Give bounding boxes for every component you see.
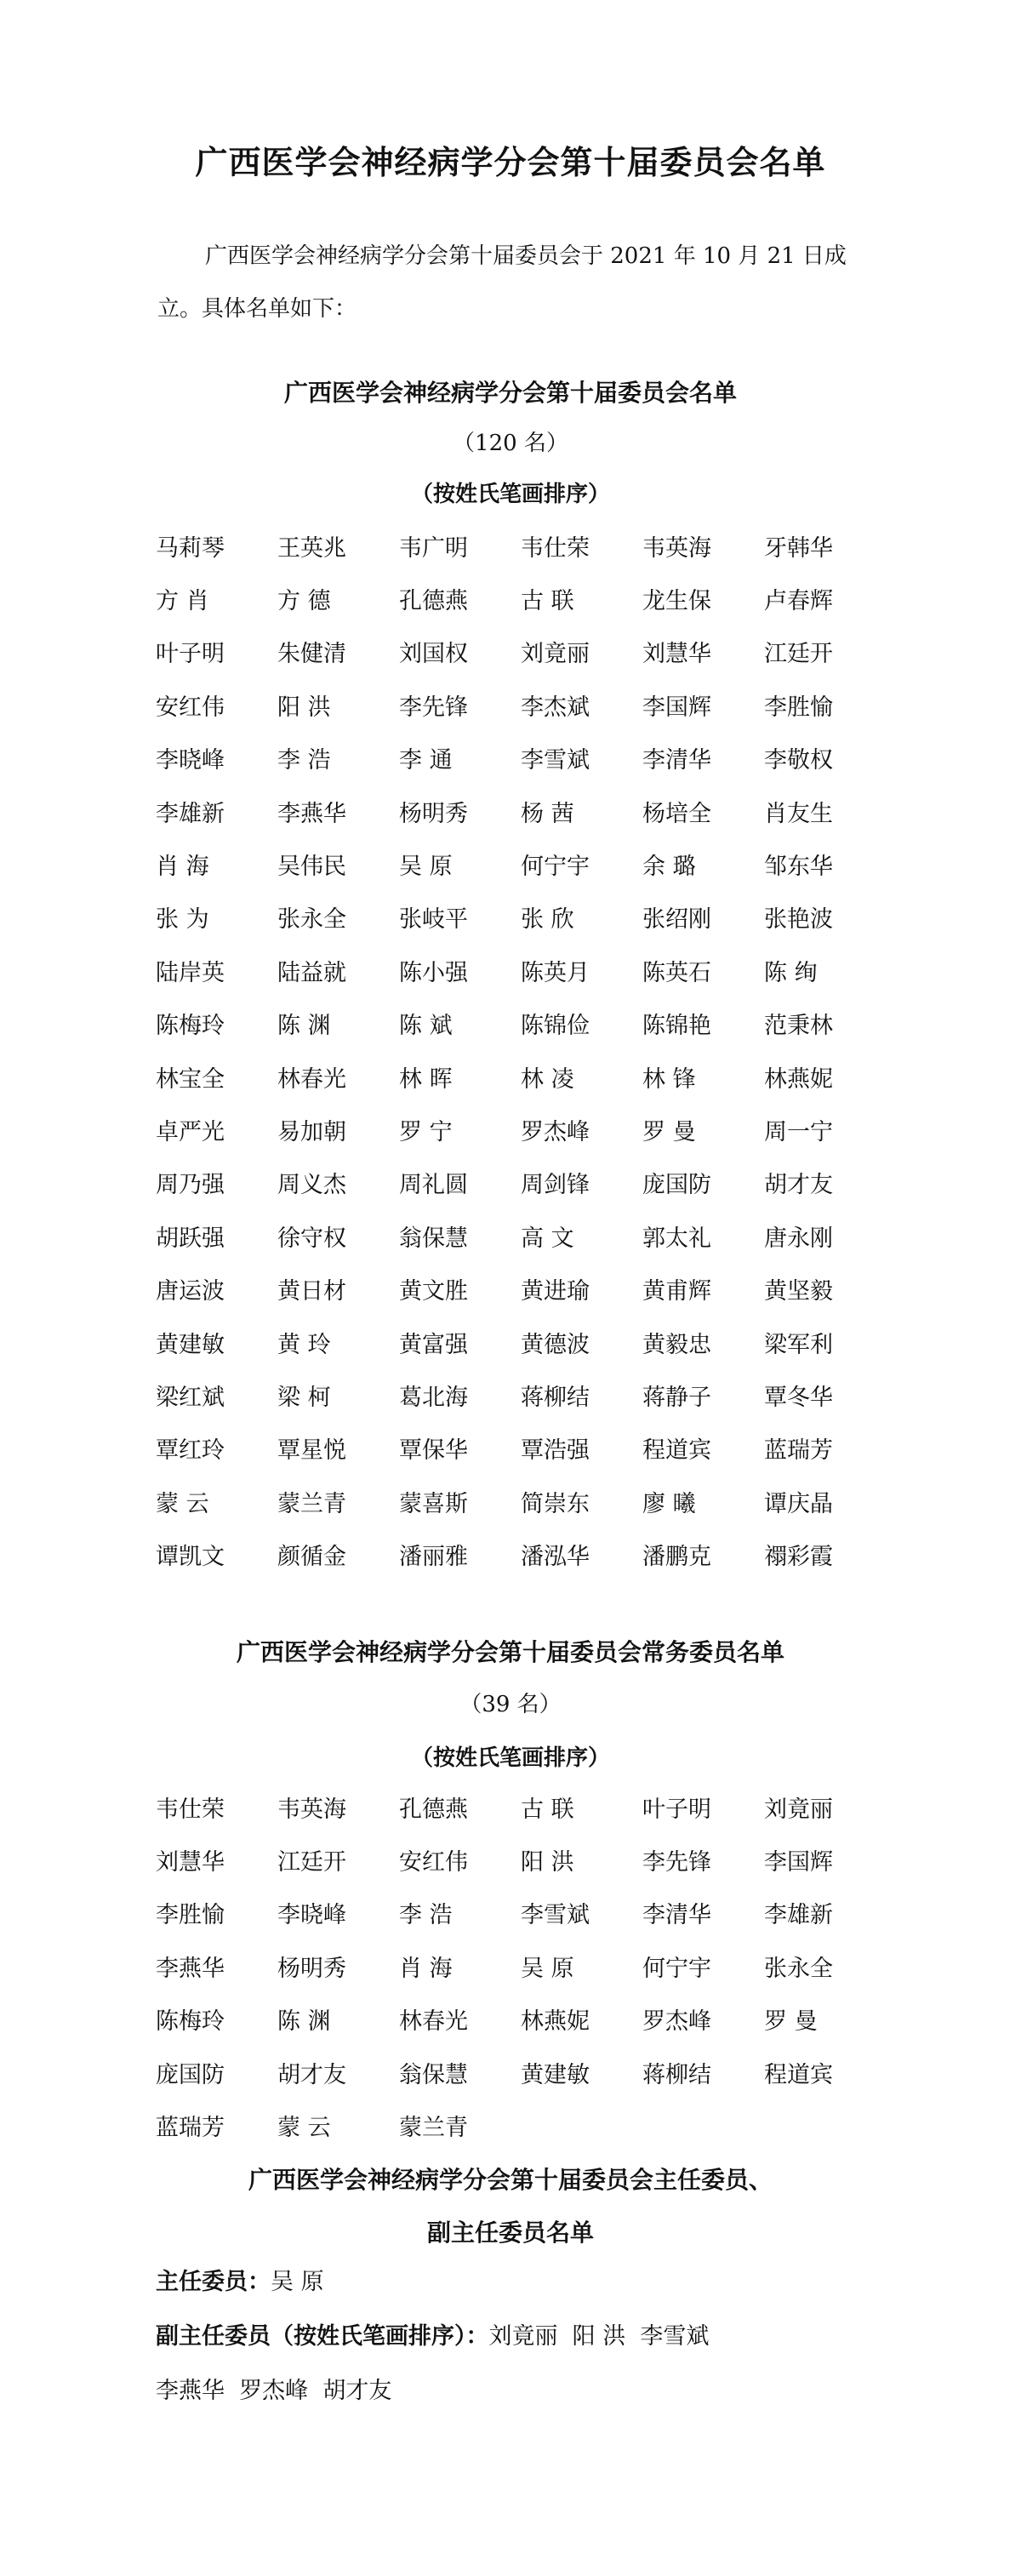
- member-name: 翁保慧: [399, 1225, 468, 1252]
- member-name: 韦仕荣: [521, 534, 590, 562]
- member-name: 黄毅忠: [642, 1331, 711, 1358]
- member-name: 韦英海: [277, 1796, 346, 1823]
- member-name: 杨明秀: [277, 1955, 346, 1982]
- document-title: 广西医学会神经病学分会第十届委员会名单: [195, 144, 826, 181]
- member-name: 何宁宇: [642, 1955, 711, 1982]
- member-name: 古 联: [521, 1796, 574, 1823]
- member-name: 牙韩华: [764, 534, 833, 562]
- member-name: 覃冬华: [764, 1384, 833, 1411]
- member-name: 龙生保: [642, 588, 711, 615]
- vice-chair-label: 副主任委员（按姓氏笔画排序）：: [156, 2323, 489, 2350]
- member-name: 罗杰峰: [642, 2008, 711, 2036]
- member-name: 邹东华: [764, 854, 833, 881]
- vice-chair-row-continued: [156, 2364, 904, 2419]
- member-name: 李 浩: [399, 1902, 453, 1929]
- member-name: 卢春辉: [764, 588, 833, 615]
- member-name: 韦广明: [399, 534, 468, 562]
- member-name: 李国辉: [764, 1849, 833, 1876]
- member-name: 吴 原: [399, 854, 453, 881]
- member-name: 林宝全: [156, 1065, 225, 1093]
- member-name: 李先锋: [642, 1849, 711, 1876]
- member-name: 方 德: [277, 588, 331, 615]
- member-name: 廖 曦: [642, 1490, 696, 1517]
- standing-committee-sort-note: （按姓氏笔画排序）: [410, 1745, 610, 1771]
- member-name: 陈梅玲: [156, 2008, 225, 2036]
- member-name: 王英兆: [277, 534, 346, 562]
- member-name: 陈英石: [642, 959, 711, 986]
- member-name: 梁军利: [764, 1331, 833, 1358]
- member-name: 林 凌: [521, 1065, 574, 1093]
- member-name: 李雄新: [764, 1902, 833, 1929]
- member-name: 刘国权: [399, 641, 468, 668]
- member-name: 张绍刚: [642, 906, 711, 934]
- member-name: 张永全: [277, 906, 346, 934]
- member-name: 唐永刚: [764, 1225, 833, 1252]
- member-name: 蒙兰青: [277, 1490, 346, 1517]
- leaders-title-line1: 广西医学会神经病学分会第十届委员会主任委员、: [248, 2166, 773, 2194]
- member-name: 陈英月: [521, 959, 590, 986]
- member-name: 安红伟: [399, 1849, 468, 1876]
- member-name: 李晓峰: [277, 1902, 346, 1929]
- member-name: 颜循金: [277, 1544, 346, 1571]
- member-name: 谭凯文: [156, 1544, 225, 1571]
- member-name: 李杰斌: [521, 694, 590, 721]
- member-name: 林春光: [399, 2008, 468, 2036]
- member-name: 覃星悦: [277, 1437, 346, 1465]
- member-name: 黄德波: [521, 1331, 590, 1358]
- standing-committee-title: 广西医学会神经病学分会第十届委员会常务委员名单: [236, 1638, 784, 1666]
- member-name: 李燕华: [156, 1955, 225, 1982]
- member-name: 周一宁: [764, 1118, 833, 1145]
- member-name: 韦英海: [642, 534, 711, 562]
- member-name: 李清华: [642, 747, 711, 774]
- member-name: 刘竟丽: [521, 641, 590, 668]
- member-name: 蓝瑞芳: [156, 2115, 225, 2142]
- member-name: 黄建敏: [156, 1331, 225, 1358]
- member-name: 陈 绚: [764, 959, 818, 986]
- member-name: 陈 渊: [277, 2008, 331, 2036]
- member-name: 孔德燕: [399, 1796, 468, 1823]
- member-name: 胡才友: [764, 1172, 833, 1199]
- member-name: 陈小强: [399, 959, 468, 986]
- member-name: 黄富强: [399, 1331, 468, 1358]
- member-name: 陈 渊: [277, 1013, 331, 1040]
- member-name: 陈梅玲: [156, 1013, 225, 1040]
- member-name: 罗 宁: [399, 1118, 453, 1145]
- member-name: 李胜愉: [156, 1902, 225, 1929]
- member-name: 杨培全: [642, 800, 711, 827]
- member-name: 李雪斌: [521, 1902, 590, 1929]
- member-name: 蒙 云: [156, 1490, 209, 1517]
- committee-member-list: [156, 519, 904, 1581]
- committee-title: 广西医学会神经病学分会第十届委员会名单: [283, 379, 737, 407]
- member-name: 胡跃强: [156, 1225, 225, 1252]
- intro-paragraph: 广西医学会神经病学分会第十届委员会于 2021 年 10 月 21 日成立。具体名单如下：: [157, 243, 847, 322]
- member-name: 蒙兰青: [399, 2115, 468, 2142]
- member-name: 刘竟丽: [764, 1796, 833, 1823]
- vice-chair-names-line2: 李燕华 罗杰峰 胡才友: [156, 2378, 392, 2404]
- member-name: 黄 玲: [277, 1331, 331, 1358]
- member-name: 何宁宇: [521, 854, 590, 881]
- member-name: 李 浩: [277, 747, 331, 774]
- member-name: 周剑锋: [521, 1172, 590, 1199]
- member-name: 范秉林: [764, 1013, 833, 1040]
- member-name: 高 文: [521, 1225, 574, 1252]
- committee-count: （120 名）: [453, 431, 568, 456]
- member-name: 唐运波: [156, 1278, 225, 1305]
- member-name: 蒙喜斯: [399, 1490, 468, 1517]
- member-name: 杨明秀: [399, 800, 468, 827]
- member-name: 吴伟民: [277, 854, 346, 881]
- member-name: 罗 曼: [642, 1118, 696, 1145]
- member-name: 蒋静子: [642, 1384, 711, 1411]
- member-name: 李清华: [642, 1902, 711, 1929]
- member-name: 肖 海: [156, 854, 209, 881]
- member-name: 韦仕荣: [156, 1796, 225, 1823]
- member-name: 张 欣: [521, 906, 574, 934]
- member-name: 覃浩强: [521, 1437, 590, 1465]
- member-name: 庞国防: [156, 2061, 225, 2088]
- vice-chair-row: [156, 2310, 904, 2364]
- member-name: 李 通: [399, 747, 453, 774]
- member-name: 黄坚毅: [764, 1278, 833, 1305]
- member-name: 阳 洪: [521, 1849, 574, 1876]
- member-name: 梁红斌: [156, 1384, 225, 1411]
- member-name: 郭太礼: [642, 1225, 711, 1252]
- member-name: 林 锋: [642, 1065, 696, 1093]
- member-name: 禤彩霞: [764, 1544, 833, 1571]
- member-name: 孔德燕: [399, 588, 468, 615]
- member-name: 江廷开: [764, 641, 833, 668]
- member-name: 黄文胜: [399, 1278, 468, 1305]
- member-name: 周义杰: [277, 1172, 346, 1199]
- member-name: 蒋柳结: [642, 2061, 711, 2088]
- standing-member-list: [156, 1780, 904, 2152]
- member-name: 李先锋: [399, 694, 468, 721]
- member-name: 覃保华: [399, 1437, 468, 1465]
- member-name: 吴 原: [521, 1955, 574, 1982]
- member-name: 徐守权: [277, 1225, 346, 1252]
- member-name: 葛北海: [399, 1384, 468, 1411]
- member-name: 方 肖: [156, 588, 209, 615]
- member-name: 刘慧华: [156, 1849, 225, 1876]
- member-name: 李雪斌: [521, 747, 590, 774]
- member-name: 肖友生: [764, 800, 833, 827]
- chair-label: 主任委员：: [156, 2269, 271, 2295]
- member-name: 李敬权: [764, 747, 833, 774]
- vice-chair-names-line1: 刘竟丽 阳 洪 李雪斌: [488, 2323, 710, 2350]
- member-name: 蒋柳结: [521, 1384, 590, 1411]
- member-name: 翁保慧: [399, 2061, 468, 2088]
- chair-name: 吴 原: [271, 2269, 324, 2295]
- member-name: 黄甫辉: [642, 1278, 711, 1305]
- member-name: 潘鹏克: [642, 1544, 711, 1571]
- member-name: 黄建敏: [521, 2061, 590, 2088]
- member-name: 黄进瑜: [521, 1278, 590, 1305]
- member-name: 李国辉: [642, 694, 711, 721]
- member-name: 蒙 云: [277, 2115, 331, 2142]
- standing-committee-count: （39 名）: [459, 1692, 562, 1717]
- member-name: 易加朝: [277, 1118, 346, 1145]
- member-name: 杨 茜: [521, 800, 574, 827]
- member-name: 周乃强: [156, 1172, 225, 1199]
- member-name: 陈 斌: [399, 1013, 453, 1040]
- member-name: 周礼圆: [399, 1172, 468, 1199]
- member-name: 林燕妮: [521, 2008, 590, 2036]
- member-name: 黄日材: [277, 1278, 346, 1305]
- member-name: 程道宾: [764, 2061, 833, 2088]
- committee-sort-note: （按姓氏笔画排序）: [410, 482, 610, 507]
- member-name: 李雄新: [156, 800, 225, 827]
- member-name: 覃红玲: [156, 1437, 225, 1465]
- member-name: 张永全: [764, 1955, 833, 1982]
- member-name: 朱健清: [277, 641, 346, 668]
- member-name: 谭庆晶: [764, 1490, 833, 1517]
- member-name: 安红伟: [156, 694, 225, 721]
- member-name: 古 联: [521, 588, 574, 615]
- member-name: 叶子明: [156, 641, 225, 668]
- member-name: 庞国防: [642, 1172, 711, 1199]
- chair-row: [156, 2255, 904, 2310]
- member-name: 余 璐: [642, 854, 696, 881]
- member-name: 陆益就: [277, 959, 346, 986]
- member-name: 林燕妮: [764, 1065, 833, 1093]
- member-name: 罗 曼: [764, 2008, 818, 2036]
- member-name: 陈锦艳: [642, 1013, 711, 1040]
- member-name: 卓严光: [156, 1118, 225, 1145]
- member-name: 胡才友: [277, 2061, 346, 2088]
- member-name: 陈锦俭: [521, 1013, 590, 1040]
- member-name: 程道宾: [642, 1437, 711, 1465]
- member-name: 张 为: [156, 906, 209, 934]
- member-name: 叶子明: [642, 1796, 711, 1823]
- member-name: 张艳波: [764, 906, 833, 934]
- member-name: 张岐平: [399, 906, 468, 934]
- member-name: 陆岸英: [156, 959, 225, 986]
- leaders-title-line2: 副主任委员名单: [426, 2219, 594, 2247]
- member-name: 林 晖: [399, 1065, 453, 1093]
- member-name: 阳 洪: [277, 694, 331, 721]
- member-name: 罗杰峰: [521, 1118, 590, 1145]
- member-name: 李燕华: [277, 800, 346, 827]
- member-name: 肖 海: [399, 1955, 453, 1982]
- member-name: 李胜愉: [764, 694, 833, 721]
- member-name: 马莉琴: [156, 534, 225, 562]
- member-name: 简崇东: [521, 1490, 590, 1517]
- member-name: 蓝瑞芳: [764, 1437, 833, 1465]
- member-name: 刘慧华: [642, 641, 711, 668]
- member-name: 李晓峰: [156, 747, 225, 774]
- member-name: 潘泓华: [521, 1544, 590, 1571]
- member-name: 潘丽雅: [399, 1544, 468, 1571]
- member-name: 梁 柯: [277, 1384, 331, 1411]
- member-name: 林春光: [277, 1065, 346, 1093]
- member-name: 江廷开: [277, 1849, 346, 1876]
